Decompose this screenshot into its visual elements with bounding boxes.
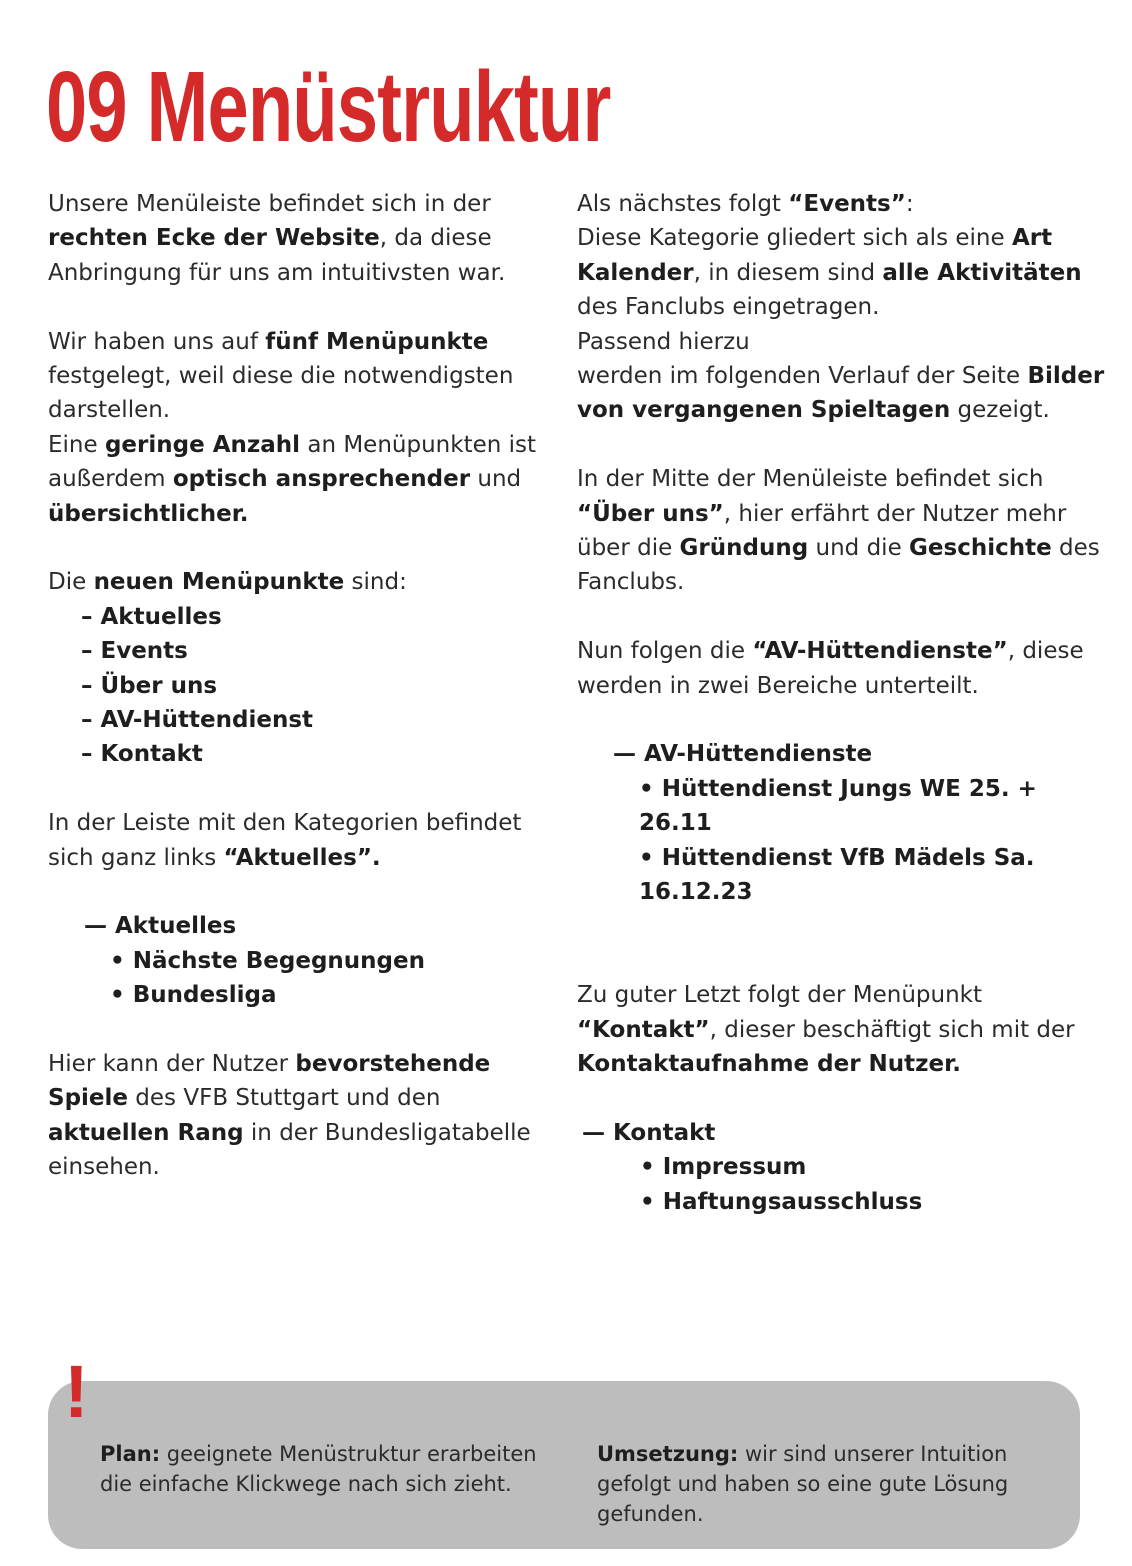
av-sub-item: • Hüttendienst VfB Mädels Sa. 16.12.23 bbox=[639, 844, 1035, 906]
kontakt-sub-item: • Haftungsausschluss bbox=[640, 1188, 923, 1215]
exclamation-icon: ! bbox=[64, 1350, 89, 1433]
av-heading: — AV-Hüttendienste bbox=[613, 741, 873, 768]
paragraph-five-items: Wir haben uns auf fünf Menüpunkte festgelegt, weil diese die notwendigsten darstellen. bbox=[48, 328, 514, 424]
kontakt-heading: — Kontakt bbox=[582, 1119, 716, 1146]
paragraph-ueber-uns: In der Mitte der Menüleiste befindet sich “Über uns”, hier erfährt der Nutzer mehr über die Gründung und die Geschichte des Fanclubs. bbox=[577, 466, 1100, 596]
paragraph-kontakt: Zu guter Letzt folgt der Menüpunkt “Kontakt”, dieser beschäftigt sich mit der Kontaktaufnahme der Nutzer. bbox=[577, 982, 1075, 1078]
paragraph-aktuelles-desc: Hier kann der Nutzer bevorstehende Spiele des VFB Stuttgart und den aktuellen Rang in der Bundesligatabelle einsehen. bbox=[48, 1051, 531, 1181]
aktuelles-sub-item: • Nächste Begegnungen bbox=[110, 947, 425, 974]
kontakt-sub-item: • Impressum bbox=[640, 1154, 807, 1181]
left-column bbox=[48, 187, 568, 1185]
menu-list-item: – Aktuelles bbox=[81, 603, 222, 630]
paragraph-events-intro: Als nächstes folgt “Events”: bbox=[577, 191, 914, 217]
right-column bbox=[577, 187, 1107, 1219]
av-sub-item: • Hüttendienst Jungs WE 25. + 26.11 bbox=[639, 775, 1037, 837]
paragraph-events-calendar: Diese Kategorie gliedert sich als eine Art Kalender, in diesem sind alle Aktivitäten des Fanclubs eingetragen. bbox=[577, 225, 1082, 321]
paragraph-menu-location: Unsere Menüleiste befindet sich in der rechten Ecke der Website, da diese Anbringung für uns am intuitivsten war. bbox=[48, 191, 506, 286]
paragraph-events-images: werden im folgenden Verlauf der Seite Bilder von vergangenen Spieltagen gezeigt. bbox=[577, 363, 1105, 424]
paragraph-av-huettendienste: Nun folgen die “AV-Hüttendienste”, diese werden in zwei Bereiche unterteilt. bbox=[577, 638, 1084, 699]
plan-note: Plan: geeignete Menüstruktur erarbeiten die einfache Klickwege nach sich zieht. bbox=[100, 1442, 537, 1496]
menu-list-item: – Über uns bbox=[81, 672, 218, 699]
menu-list-item: – AV-Hüttendienst bbox=[81, 707, 314, 734]
paragraph-aktuelles-intro: In der Leiste mit den Kategorien befindet sich ganz links “Aktuelles”. bbox=[48, 810, 522, 871]
page-title: 09 Menüstruktur bbox=[46, 51, 611, 163]
implementation-note: Umsetzung: wir sind unserer Intuition gefolgt und haben so eine gute Lösung gefunden. bbox=[597, 1442, 1009, 1526]
paragraph-new-items: Die neuen Menüpunkte sind: bbox=[48, 569, 407, 596]
menu-list-item: – Events bbox=[81, 638, 188, 665]
aktuelles-heading: — Aktuelles bbox=[84, 913, 237, 940]
menu-list-item: – Kontakt bbox=[81, 741, 203, 768]
paragraph-events-fitting: Passend hierzu bbox=[577, 328, 750, 355]
paragraph-few-items: Eine geringe Anzahl an Menüpunkten ist außerdem optisch ansprechender und übersichtlicher. bbox=[48, 431, 537, 527]
aktuelles-sub-item: • Bundesliga bbox=[110, 982, 277, 1009]
